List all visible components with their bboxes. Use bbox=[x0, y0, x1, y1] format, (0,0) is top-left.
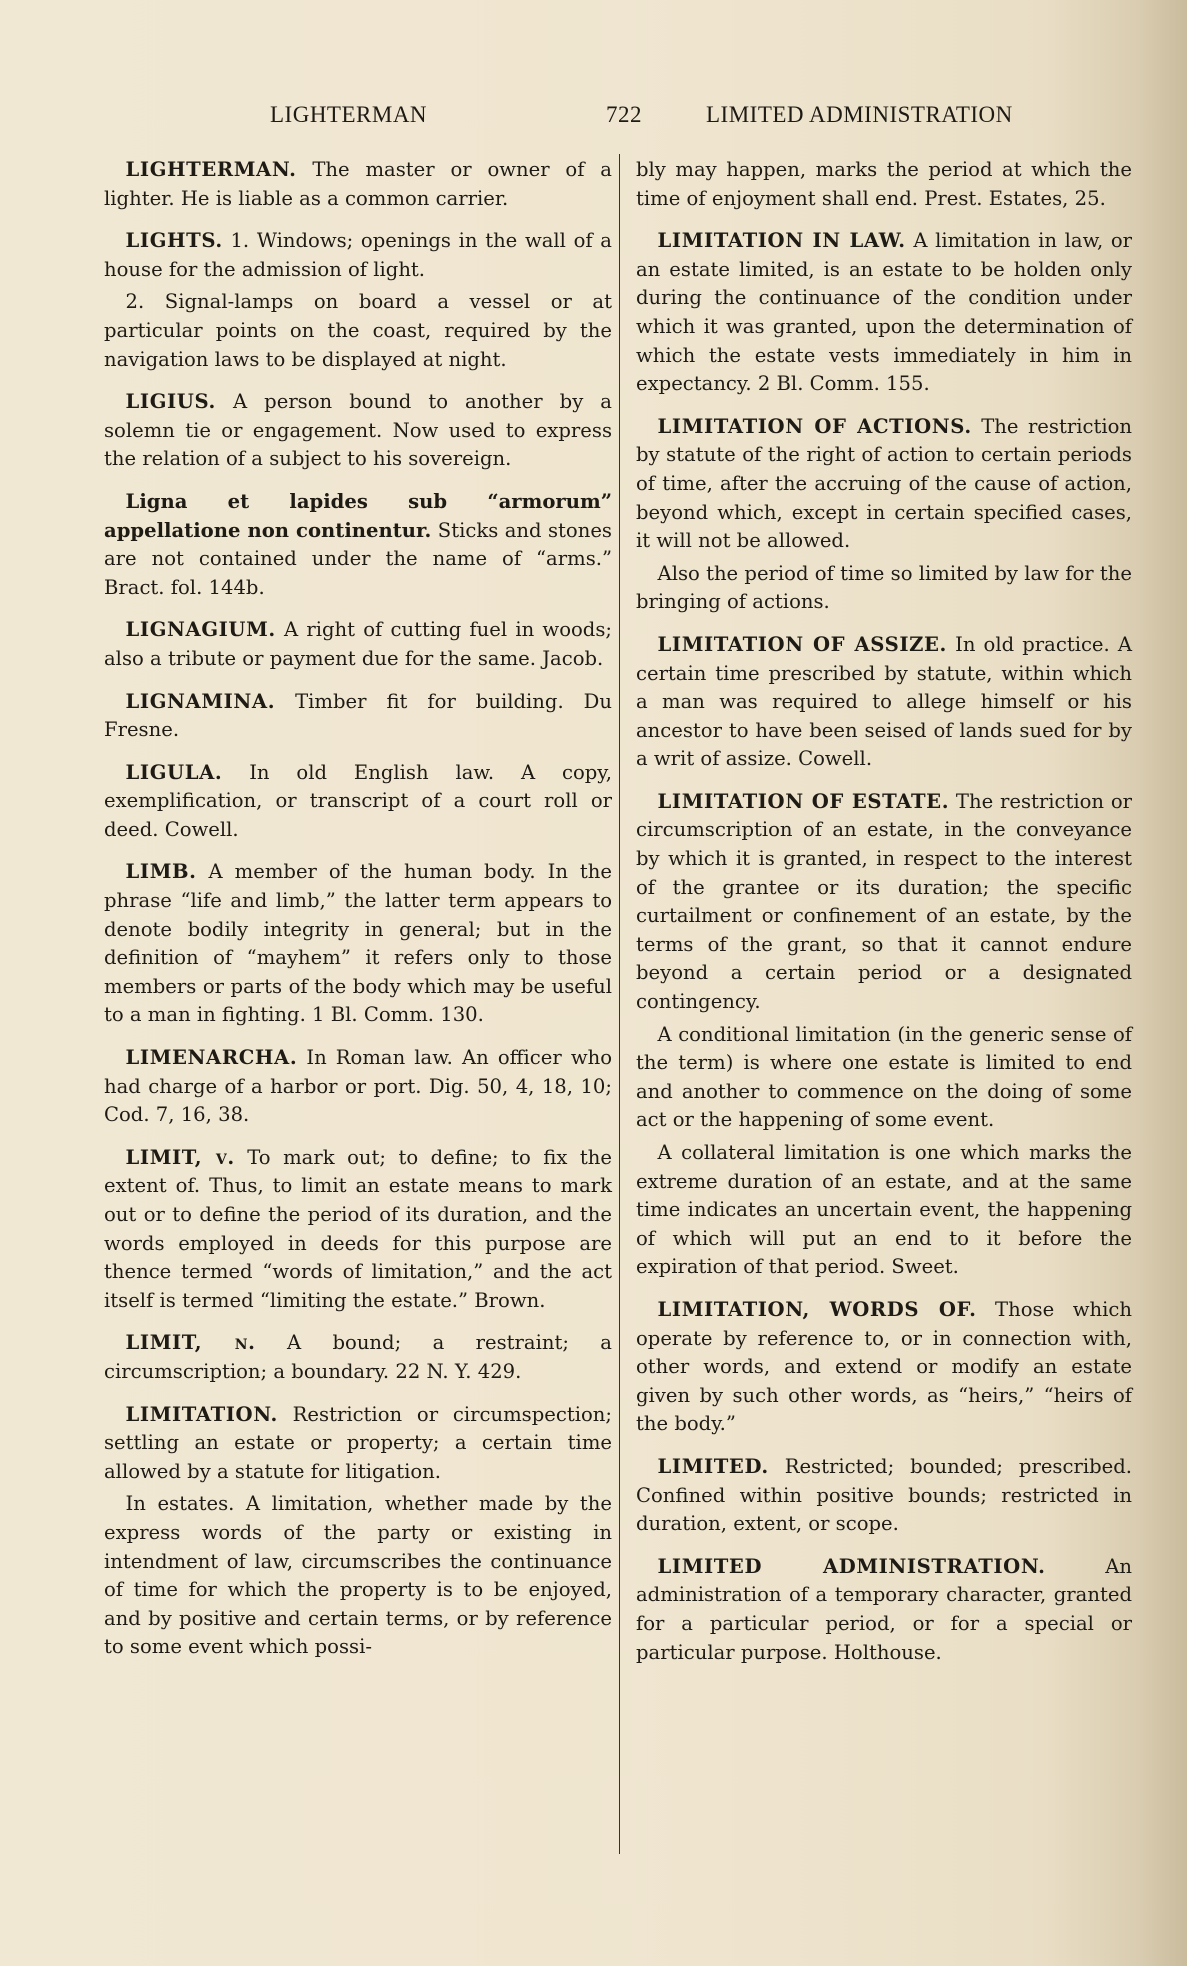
headword: LIMIT, n. bbox=[125, 1331, 256, 1355]
headword-maxim: Ligna et lapides sub “armorum” appellatione non continentur. bbox=[104, 489, 612, 542]
definition: bly may happen, marks the period at which the time of enjoyment shall end. Prest. Estates, 25. bbox=[636, 158, 1132, 210]
definition: The master or owner of a lighter. He is liable as a common carrier. bbox=[104, 158, 612, 210]
definition: Timber fit for building. Du Fresne. bbox=[104, 689, 612, 742]
definition-continued: A conditional limitation (in the generic sense of the term) is where one estate is limited to end and another to commence on the doing of some act or the happening of some event. bbox=[636, 1022, 1132, 1132]
headword: LIMITATION IN LAW. bbox=[657, 229, 906, 253]
definition: The restriction or circumscription of an estate, in the conveyance by which it is granted, in respect to the interest of the grantee or its duration; the specific curtailment or confinement of an estate, by the terms of the grant, so that it cannot endure beyond a certain period or a designated contingency. bbox=[636, 789, 1132, 1014]
entry bbox=[636, 631, 1132, 774]
definition: In old practice. A certain time prescribed by statute, within which a man was required to allege himself or his ancestor to have been seised of lands sued for by a writ of assize. Cowell. bbox=[636, 632, 1133, 771]
entry bbox=[104, 858, 612, 1030]
header-left-guide-word: LIGHTERMAN bbox=[270, 102, 428, 127]
definition-continued: A collateral limitation is one which marks the extreme duration of an estate, and at the same time indicates an uncertain event, the happening of which will put an end to it before the expiration of that period. Sweet. bbox=[636, 1141, 1132, 1279]
definition: Those which operate by reference to, or in connection with, other words, and extend or modify an estate given by such other words, as “heirs,” “heirs of the body.” bbox=[636, 1297, 1132, 1436]
headword: LIMITED. bbox=[657, 1454, 769, 1478]
definition: An administration of a temporary character, granted for a particular period, or for a special or particular purpose. Holthouse. bbox=[636, 1554, 1132, 1664]
headword: LIMITATION OF ACTIONS. bbox=[657, 414, 972, 438]
entry bbox=[104, 616, 612, 673]
definition: 1. Windows; openings in the wall of a house for the admission of light. bbox=[104, 229, 612, 281]
entry bbox=[104, 759, 612, 845]
headword: LIGULA. bbox=[125, 760, 223, 784]
page-number: 722 bbox=[606, 102, 642, 127]
left-column bbox=[104, 156, 612, 1676]
right-column bbox=[636, 156, 1132, 1681]
headword: LIMITATION OF ASSIZE. bbox=[657, 632, 947, 656]
entry bbox=[104, 1144, 612, 1316]
definition: The restriction by statute of the right of action to certain periods of time, after the accruing of the cause of action, beyond which, except in certain specified cases, it will not be allowed. bbox=[636, 414, 1132, 553]
headword: LIMB. bbox=[125, 860, 197, 884]
entry bbox=[636, 1296, 1132, 1439]
headword: LIGHTERMAN. bbox=[125, 158, 297, 181]
definition: To mark out; to define; to fix the extent of. Thus, to limit an estate means to mark out or to define the period of its duration, and the words employed in deeds for this purpose are thence termed “words of limitation,” and the act itself is termed “limiting the estate.” Brown. bbox=[104, 1145, 612, 1312]
definition: Restriction or circumspection; settling an estate or property; a certain time allowed by a statute for litigation. bbox=[104, 1402, 612, 1483]
entry bbox=[104, 688, 612, 745]
definition: A bound; a restraint; a circumscription; a boundary. 22 N. Y. 429. bbox=[104, 1331, 612, 1383]
entry bbox=[636, 227, 1132, 399]
entry bbox=[104, 227, 612, 374]
definition-continued: 2. Signal-lamps on board a vessel or at particular points on the coast, required by the navigation laws to be displayed at night. bbox=[104, 290, 612, 371]
definition: In old English law. A copy, exemplification, or transcript of a court roll or deed. Cowell. bbox=[104, 760, 612, 841]
entry bbox=[636, 1453, 1132, 1539]
entry bbox=[636, 788, 1132, 1282]
headword: LIMITATION, WORDS OF. bbox=[657, 1297, 977, 1321]
entry-continued bbox=[636, 156, 1132, 213]
definition: Sticks and stones are not contained under the name of “arms.” Bract. fol. 144b. bbox=[104, 518, 612, 599]
headword: LIGHTS. bbox=[125, 229, 223, 253]
entry bbox=[104, 1044, 612, 1130]
definition-continued: Also the period of time so limited by law for the bringing of actions. bbox=[636, 561, 1132, 614]
headword: LIMENARCHA. bbox=[125, 1046, 298, 1070]
entry bbox=[104, 388, 612, 474]
headword: LIGNAGIUM. bbox=[125, 618, 276, 642]
definition-continued: In estates. A limitation, whether made by the express words of the party or existing in intendment of law, circumscribes the continuance of time for which the property is to be enjoyed, and by positive and certain terms, or by reference to some event which possi- bbox=[104, 1492, 612, 1659]
entry bbox=[104, 1401, 612, 1662]
headword: LIMIT, v. bbox=[125, 1145, 235, 1169]
definition: Restricted; bounded; prescribed. Confined within positive bounds; restricted in duration, extent, or scope. bbox=[636, 1454, 1132, 1536]
definition: A right of cutting fuel in woods; also a tribute or payment due for the same. Jacob. bbox=[104, 618, 612, 670]
entry bbox=[636, 1553, 1132, 1667]
entry bbox=[104, 488, 612, 602]
definition: A member of the human body. In the phrase “life and limb,” the latter term appears to denote bodily integrity in general; but in the definition of “mayhem” it refers only to those members or parts of the body which may be useful to a man in fighting. 1 Bl. Comm. 130. bbox=[104, 860, 612, 1027]
headword: LIGIUS. bbox=[125, 390, 216, 414]
column-divider bbox=[619, 154, 620, 1854]
headword: LIMITATION. bbox=[125, 1402, 278, 1426]
headword: LIMITATION OF ESTATE. bbox=[657, 789, 950, 813]
entry bbox=[104, 1329, 612, 1386]
header-right-guide-word: LIMITED ADMINISTRATION bbox=[706, 102, 1013, 127]
running-header bbox=[0, 102, 1187, 134]
definition: In Roman law. An officer who had charge of a harbor or port. Dig. 50, 4, 18, 10; Cod. 7, 16, 38. bbox=[104, 1046, 612, 1127]
definition: A person bound to another by a solemn tie or engagement. Now used to express the relation of a subject to his sovereign. bbox=[104, 390, 612, 471]
headword: LIGNAMINA. bbox=[125, 689, 276, 713]
headword: LIMITED ADMINISTRATION. bbox=[657, 1554, 1046, 1578]
entry bbox=[104, 156, 612, 213]
definition: A limitation in law, or an estate limited, is an estate to be holden only during the continuance of the condition under which it was granted, upon the determination of which the estate vests immediately in him in expectancy. 2 Bl. Comm. 155. bbox=[636, 229, 1132, 396]
entry bbox=[636, 413, 1132, 617]
